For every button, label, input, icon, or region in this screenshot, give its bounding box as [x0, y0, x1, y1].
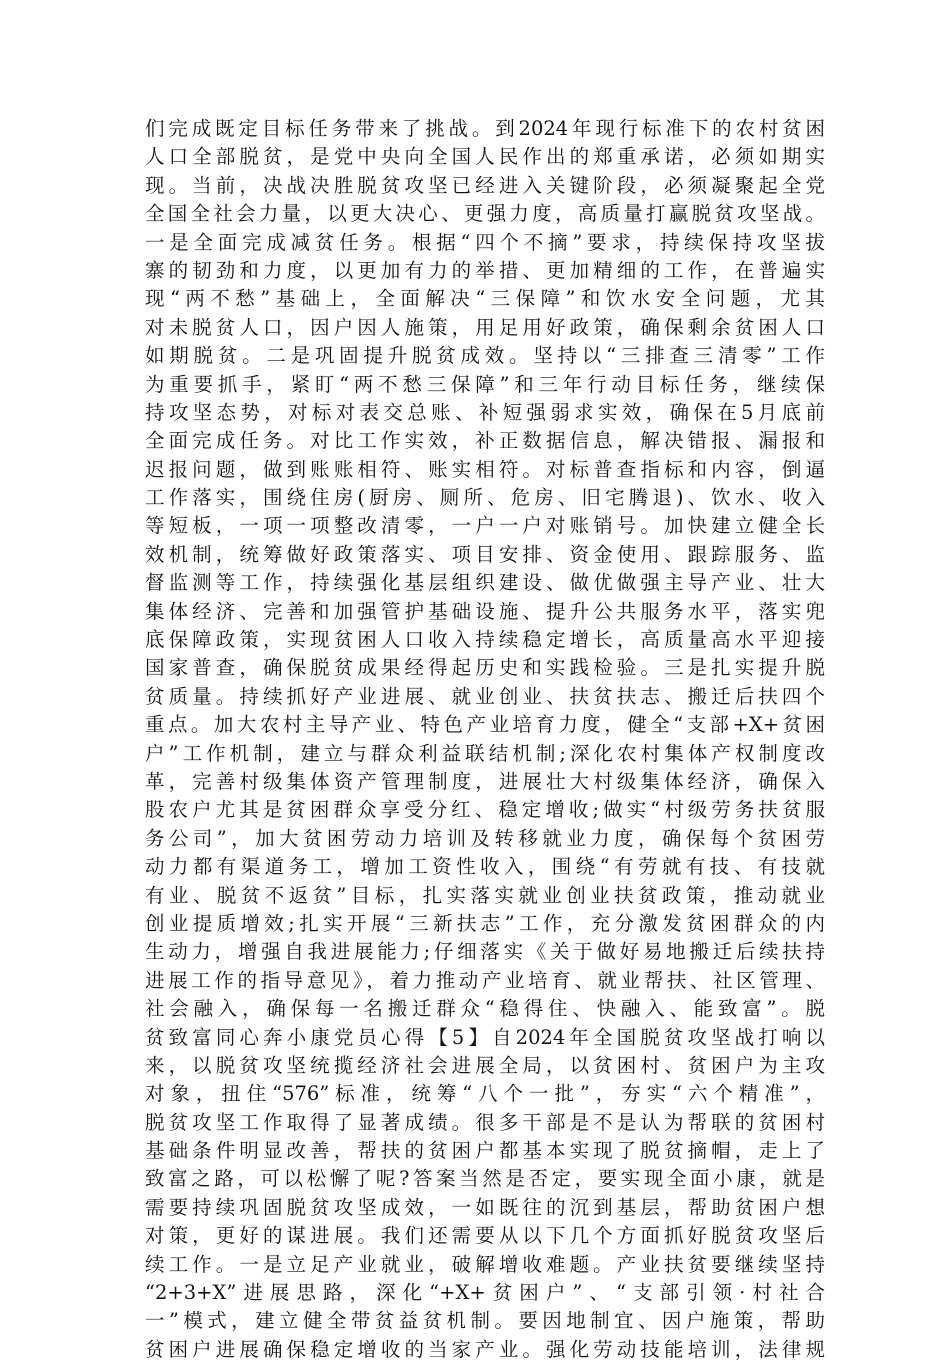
body-text	[145, 115, 825, 1364]
text-line: 户”工作机制，建立与群众利益联结机制;深化农村集体产权制度改	[145, 741, 825, 765]
text-line: 致富之路，可以松懈了呢?答案当然是否定，要实现全面小康，就是	[145, 1167, 825, 1191]
text-line: 等短板，一项一项整改清零，一户一户对账销号。加快建立健全长	[145, 514, 825, 538]
text-line: 需要持续巩固脱贫攻坚成效，一如既往的沉到基层，帮助贫困户想	[145, 1195, 825, 1219]
text-line: 对未脱贫人口，因户因人施策，用足用好政策，确保剩余贫困人口	[145, 315, 825, 339]
text-line: 迟报问题，做到账账相符、账实相符。对标普查指标和内容，倒逼	[145, 457, 825, 481]
text-line: 如期脱贫。二是巩固提升脱贫成效。坚持以“三排查三清零”工作	[145, 344, 825, 368]
text-line: 全面完成任务。对比工作实效，补正数据信息，解决错报、漏报和	[145, 429, 825, 453]
text-line: 有业、脱贫不返贫”目标，扎实落实就业创业扶贫政策，推动就业	[145, 883, 825, 907]
text-line: 底保障政策，实现贫困人口收入持续稳定增长，高质量高水平迎接	[145, 628, 825, 652]
text-line: “2+3+X”进展思路，深化“+X+贫困户”、“支部引领·村社合	[145, 1281, 825, 1305]
text-line: 效机制，统筹做好政策落实、项目安排、资金使用、跟踪服务、监	[145, 542, 825, 566]
text-line: 动力都有渠道务工，增加工资性收入，围绕“有劳就有技、有技就	[145, 855, 825, 879]
text-line: 寨的韧劲和力度，以更加有力的举措、更加精细的工作，在普遍实	[145, 258, 825, 282]
text-line: 贫困户进展确保稳定增收的当家产业。强化劳动技能培训，法律规	[145, 1337, 825, 1361]
text-line: 集体经济、完善和加强管护基础设施、提升公共服务水平，落实兜	[145, 599, 825, 623]
text-line: 工作落实，围绕住房(厨房、厕所、危房、旧宅腾退)、饮水、收入	[145, 486, 825, 510]
text-line: 持攻坚态势，对标对表交总账、补短强弱求实效，确保在5月底前	[145, 400, 825, 424]
text-line: 续工作。一是立足产业就业，破解增收难题。产业扶贫要继续坚持	[145, 1252, 825, 1276]
text-line: 督监测等工作，持续强化基层组织建设、做优做强主导产业、壮大	[145, 571, 825, 595]
text-line: 生动力，增强自我进展能力;仔细落实《关于做好易地搬迁后续扶持	[145, 940, 825, 964]
text-line: 们完成既定目标任务带来了挑战。到2024年现行标准下的农村贫困	[145, 117, 825, 140]
text-line: 务公司”，加大贫困劳动力培训及转移就业力度，确保每个贫困劳	[145, 826, 825, 850]
text-line: 国家普查，确保脱贫成果经得起历史和实践检验。三是扎实提升脱	[145, 656, 825, 680]
text-line: 对策，更好的谋进展。我们还需要从以下几个方面抓好脱贫攻坚后	[145, 1224, 825, 1248]
text-line: 贫质量。持续抓好产业进展、就业创业、扶贫扶志、搬迁后扶四个	[145, 684, 825, 708]
text-line: 革，完善村级集体资产管理制度，进展壮大村级集体经济，确保入	[145, 769, 825, 793]
text-line: 一”模式，建立健全带贫益贫机制。要因地制宜、因户施策，帮助	[145, 1309, 825, 1333]
text-line: 脱贫攻坚工作取得了显著成绩。很多干部是不是认为帮联的贫困村	[145, 1110, 825, 1134]
text-line: 社会融入，确保每一名搬迁群众“稳得住、快融入、能致富”。脱	[145, 997, 825, 1021]
text-line: 基础条件明显改善，帮扶的贫困户都基本实现了脱贫摘帽，走上了	[145, 1139, 825, 1163]
text-line: 现。当前，决战决胜脱贫攻坚已经进入关键阶段，必须凝聚起全党	[145, 173, 825, 197]
text-line: 一是全面完成减贫任务。根据“四个不摘”要求，持续保持攻坚拔	[145, 230, 825, 254]
text-line: 为重要抓手，紧盯“两不愁三保障”和三年行动目标任务，继续保	[145, 372, 825, 396]
text-line: 全国全社会力量，以更大决心、更强力度，高质量打赢脱贫攻坚战。	[145, 202, 825, 226]
text-line: 现“两不愁”基础上，全面解决“三保障”和饮水安全问题，尤其	[145, 287, 825, 311]
text-line: 重点。加大农村主导产业、特色产业培育力度，健全“支部+X+贫困	[145, 713, 825, 737]
text-line: 创业提质增效;扎实开展“三新扶志”工作，充分激发贫困群众的内	[145, 911, 825, 935]
text-line: 进展工作的指导意见》，着力推动产业培育、就业帮扶、社区管理、	[145, 968, 825, 992]
text-line: 股农户尤其是贫困群众享受分红、稳定增收;做实“村级劳务扶贫服	[145, 798, 825, 822]
text-line: 对象，扭住“576”标准，统筹“八个一批”，夯实“六个精准”，	[145, 1082, 825, 1106]
text-line: 贫致富同心奔小康党员心得【5】自2024年全国脱贫攻坚战打响以	[145, 1025, 825, 1049]
text-line: 人口全部脱贫，是党中央向全国人民作出的郑重承诺，必须如期实	[145, 145, 825, 169]
text-line: 来，以脱贫攻坚统揽经济社会进展全局，以贫困村、贫困户为主攻	[145, 1053, 825, 1077]
